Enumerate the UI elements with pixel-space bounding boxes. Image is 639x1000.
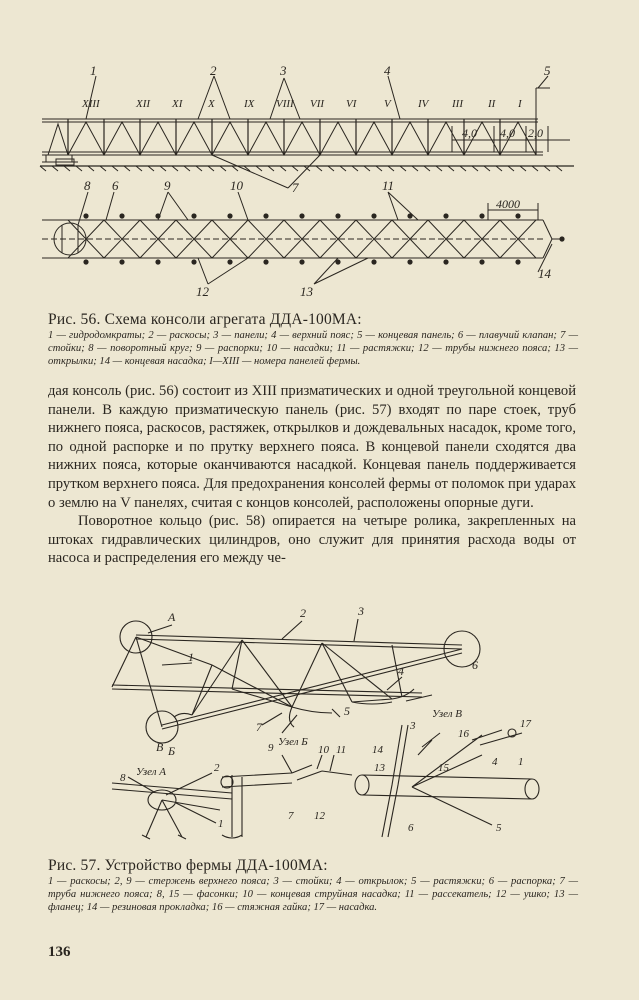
node-v-label: 13 <box>374 762 385 774</box>
node-v-title: Узел В <box>432 708 463 720</box>
node-v-label: 5 <box>496 822 502 834</box>
panel-number: VIII <box>276 98 294 110</box>
fig57-label-B: Б <box>168 744 176 758</box>
fig57-label-5: 5 <box>344 704 350 718</box>
node-v-label: 15 <box>438 762 449 774</box>
fig57-label-4: 4 <box>398 664 404 678</box>
fig57-label-3: 3 <box>358 605 364 618</box>
fig56-callout-7: 7 <box>292 180 299 195</box>
figure-57-diagram <box>92 605 552 845</box>
panel-number: II <box>488 98 496 110</box>
panel-number: VI <box>346 98 357 110</box>
panel-number: IV <box>418 98 429 110</box>
figure-56-title: Рис. 56. Схема консоли агрегата ДДА-100МА: <box>48 311 362 328</box>
node-b-label: 7 <box>288 810 294 822</box>
fig56-callout-8: 8 <box>84 178 91 193</box>
panel-number: I <box>518 98 522 110</box>
node-v-label: 6 <box>408 822 414 834</box>
fig57-label-A: А <box>168 610 176 624</box>
fig56-callout-6: 6 <box>112 178 119 193</box>
node-v-label: 4 <box>492 756 498 768</box>
fig57-label-7: 7 <box>256 720 262 734</box>
paragraph: Поворотное кольцо (рис. 58) опирается на четыре ролика, закрепленных на штоках гидравлических цилиндров, оно служит для принятия расхода воды от насоса и распределения его между че- <box>48 513 576 567</box>
fig56-callout-3: 3 <box>280 63 287 78</box>
figure-56-caption <box>48 311 578 368</box>
node-b-label: 11 <box>336 744 347 756</box>
node-v-label: 1 <box>518 756 524 768</box>
fig56-callout-11: 11 <box>382 178 395 193</box>
fig57-label-2: 2 <box>300 606 306 620</box>
node-a-title: Узел А <box>136 766 167 778</box>
fig56-callout-14: 14 <box>538 266 551 281</box>
node-b-label: 9 <box>268 742 274 754</box>
panel-number: XIII <box>82 98 100 110</box>
panel-number: X <box>208 98 215 110</box>
plan-dimension-label: 4000 <box>496 197 520 211</box>
fig56-callout-12: 12 <box>196 284 209 299</box>
node-v-label: 3 <box>410 720 416 732</box>
figure-57-title: Рис. 57. Устройство фермы ДДА-100МА: <box>48 857 328 874</box>
fig56-callout-2: 2 <box>210 63 217 78</box>
node-v-label: 17 <box>520 718 531 730</box>
figure-57-legend: 1 — раскосы; 2, 9 — стержень верхнего пояса; 3 — стойки; 4 — открылок; 5 — растяжки; 6 — распорка; 7 — труба нижнего пояса; 8, 15 — фасонки; 10 — концевая струйная насадка; 11 — рассекатель; 12 — ушко; 13 — фланец; 14 — резиновая прокладка; 16 — стяжная гайка; 17 — насадка. <box>48 876 578 913</box>
dimension-label: 2,0 <box>528 126 543 140</box>
dimension-label: 4,0 <box>462 126 477 140</box>
fig56-callout-10: 10 <box>230 178 243 193</box>
figure-56-diagram <box>38 62 578 307</box>
fig56-callout-1: 1 <box>90 63 97 78</box>
fig57-label-1: 1 <box>188 650 194 664</box>
panel-number: VII <box>310 98 325 110</box>
node-b-label: 10 <box>318 744 329 756</box>
panel-number: XII <box>136 98 151 110</box>
dimension-label: 4,0 <box>500 126 515 140</box>
body-text <box>48 382 576 568</box>
figure-57-caption <box>48 857 578 914</box>
node-a-label: 2 <box>214 762 220 774</box>
fig57-label-6: 6 <box>472 658 478 672</box>
panel-number: III <box>452 98 463 110</box>
fig56-callout-5: 5 <box>544 63 551 78</box>
page-number: 136 <box>48 944 71 960</box>
node-a-label: 8 <box>120 772 126 784</box>
node-v-label: 14 <box>372 744 383 756</box>
panel-number: IX <box>244 98 255 110</box>
node-b-title: Узел Б <box>278 736 308 748</box>
panel-number: V <box>384 98 391 110</box>
paragraph: дая консоль (рис. 56) состоит из XIII призматических и одной треугольной концевой панели. В каждую призматическую панель (рис. 57) входят по паре стоек, труб нижнего пояса, раскосов, растяжек, открылков и дождевальных насадок, кроме того, по одной распорке и по прутку верхнего пояса. В концевой панели сходятся два нижних пояса, которые оканчиваются насадкой. Концевая панель поддерживается прутком верхнего пояса. Для предохранения консолей фермы от поломок при ударах о землю на V панелях, считая с концов консолей, расположены опорные дуги. <box>48 383 576 511</box>
fig56-callout-4: 4 <box>384 63 391 78</box>
fig56-callout-13: 13 <box>300 284 313 299</box>
panel-number: XI <box>172 98 183 110</box>
figure-56-legend: 1 — гидродомкраты; 2 — раскосы; 3 — панели; 4 — верхний пояс; 5 — концевая панель; 6 — плавучий клапан; 7 — стойки; 8 — поворотный круг; 9 — распорки; 10 — насадки; 11 — растяжки; 12 — трубы нижнего пояса; 13 — открылки; 14 — концевая насадка; I—XIII — номера панелей фермы. <box>48 330 578 367</box>
node-v-label: 16 <box>458 728 469 740</box>
node-a-label: 1 <box>218 818 224 830</box>
node-b-label: 12 <box>314 810 325 822</box>
fig57-label-V: В <box>156 740 164 754</box>
fig56-callout-9: 9 <box>164 178 171 193</box>
